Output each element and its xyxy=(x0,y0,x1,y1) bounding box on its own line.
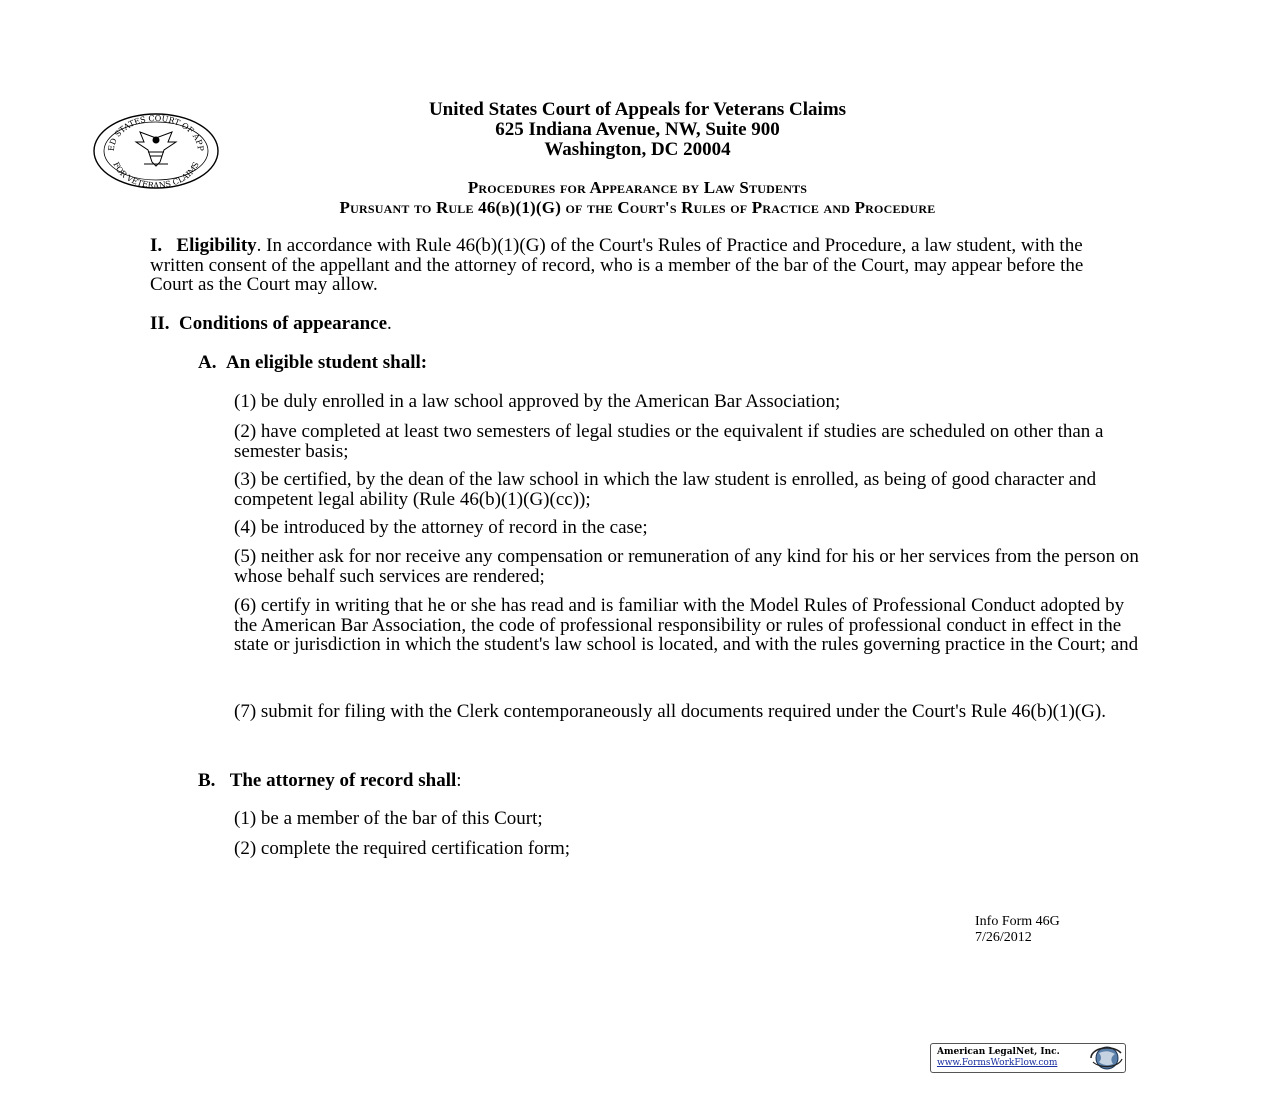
list-item: (1) be a member of the bar of this Court; xyxy=(234,808,543,829)
globe-icon xyxy=(1087,1045,1123,1071)
court-name: United States Court of Appeals for Veterans Claims xyxy=(428,99,847,120)
seal-text-bottom: FOR VETERANS CLAIMS xyxy=(111,160,201,190)
subsection-heading: An eligible student shall: xyxy=(225,352,428,373)
list-item: (7) submit for filing with the Clerk contemporaneously all documents required under the Court's Rule 46(b)(1)(G). xyxy=(234,701,1106,722)
form-footer xyxy=(975,914,1060,946)
section-text: . In accordance with Rule 46(b)(1)(G) of the Court's Rules of Practice and Procedure, a law student, with the written consent of the appellant and the attorney of record, who is a member of the bar of the Court, may appear before the Court as the Court may allow. xyxy=(150,235,1084,295)
subsection-attorney xyxy=(198,771,462,791)
vendor-name: American LegalNet, Inc. xyxy=(937,1047,1060,1057)
list-item: (5) neither ask for nor receive any compensation or remuneration of any kind for his or her services from the person on whose behalf such services are rendered; xyxy=(234,546,1139,587)
subsection-student xyxy=(198,353,427,373)
subsection-heading: The attorney of record shall xyxy=(229,770,457,791)
list-item: (6) certify in writing that he or she has read and is familiar with the Model Rules of Professional Conduct adopted by the American Bar Association, the code of professional responsibility or rules of professional conduct in effect in the state or jurisdiction in which the student's law school is located, and with the rules governing practice in the Court; and xyxy=(234,595,1139,655)
subsection-label: B. xyxy=(198,770,216,791)
list-item: (3) be certified, by the dean of the law school in which the law student is enrolled, as being of good character and competent legal ability (Rule 46(b)(1)(G)(cc)); xyxy=(234,469,1097,510)
subsection-label: A. xyxy=(198,352,217,373)
form-date: 7/26/2012 xyxy=(975,930,1032,945)
section-number: II. xyxy=(150,313,170,334)
document-subtitle: Pursuant to Rule 46(b)(1)(G) of the Court's Rules of Practice and Procedure xyxy=(339,198,936,217)
section-heading: Eligibility xyxy=(176,235,257,256)
section-conditions xyxy=(150,314,392,334)
subsection-heading-suffix: : xyxy=(456,770,462,791)
vendor-logo xyxy=(930,1043,1126,1073)
section-heading-suffix: . xyxy=(387,313,392,334)
court-address: 625 Indiana Avenue, NW, Suite 900 xyxy=(495,119,780,140)
list-item: (1) be duly enrolled in a law school approved by the American Bar Association; xyxy=(234,391,841,412)
vendor-link[interactable]: www.FormsWorkFlow.com xyxy=(937,1058,1058,1068)
section-number: I. xyxy=(150,235,163,256)
section-heading: Conditions of appearance xyxy=(179,313,388,334)
list-item: (2) complete the required certification form; xyxy=(234,838,571,859)
seal-text-top: ED STATES COURT OF APP xyxy=(106,113,206,152)
list-item: (2) have completed at least two semesters of legal studies or the equivalent if studies are scheduled on other than a semester basis; xyxy=(234,421,1104,462)
section-eligibility xyxy=(150,236,1110,295)
document-title: Procedures for Appearance by Law Students xyxy=(467,178,808,197)
list-item: (4) be introduced by the attorney of record in the case; xyxy=(234,517,648,538)
form-name: Info Form 46G xyxy=(975,914,1060,929)
court-city: Washington, DC 20004 xyxy=(544,139,731,160)
